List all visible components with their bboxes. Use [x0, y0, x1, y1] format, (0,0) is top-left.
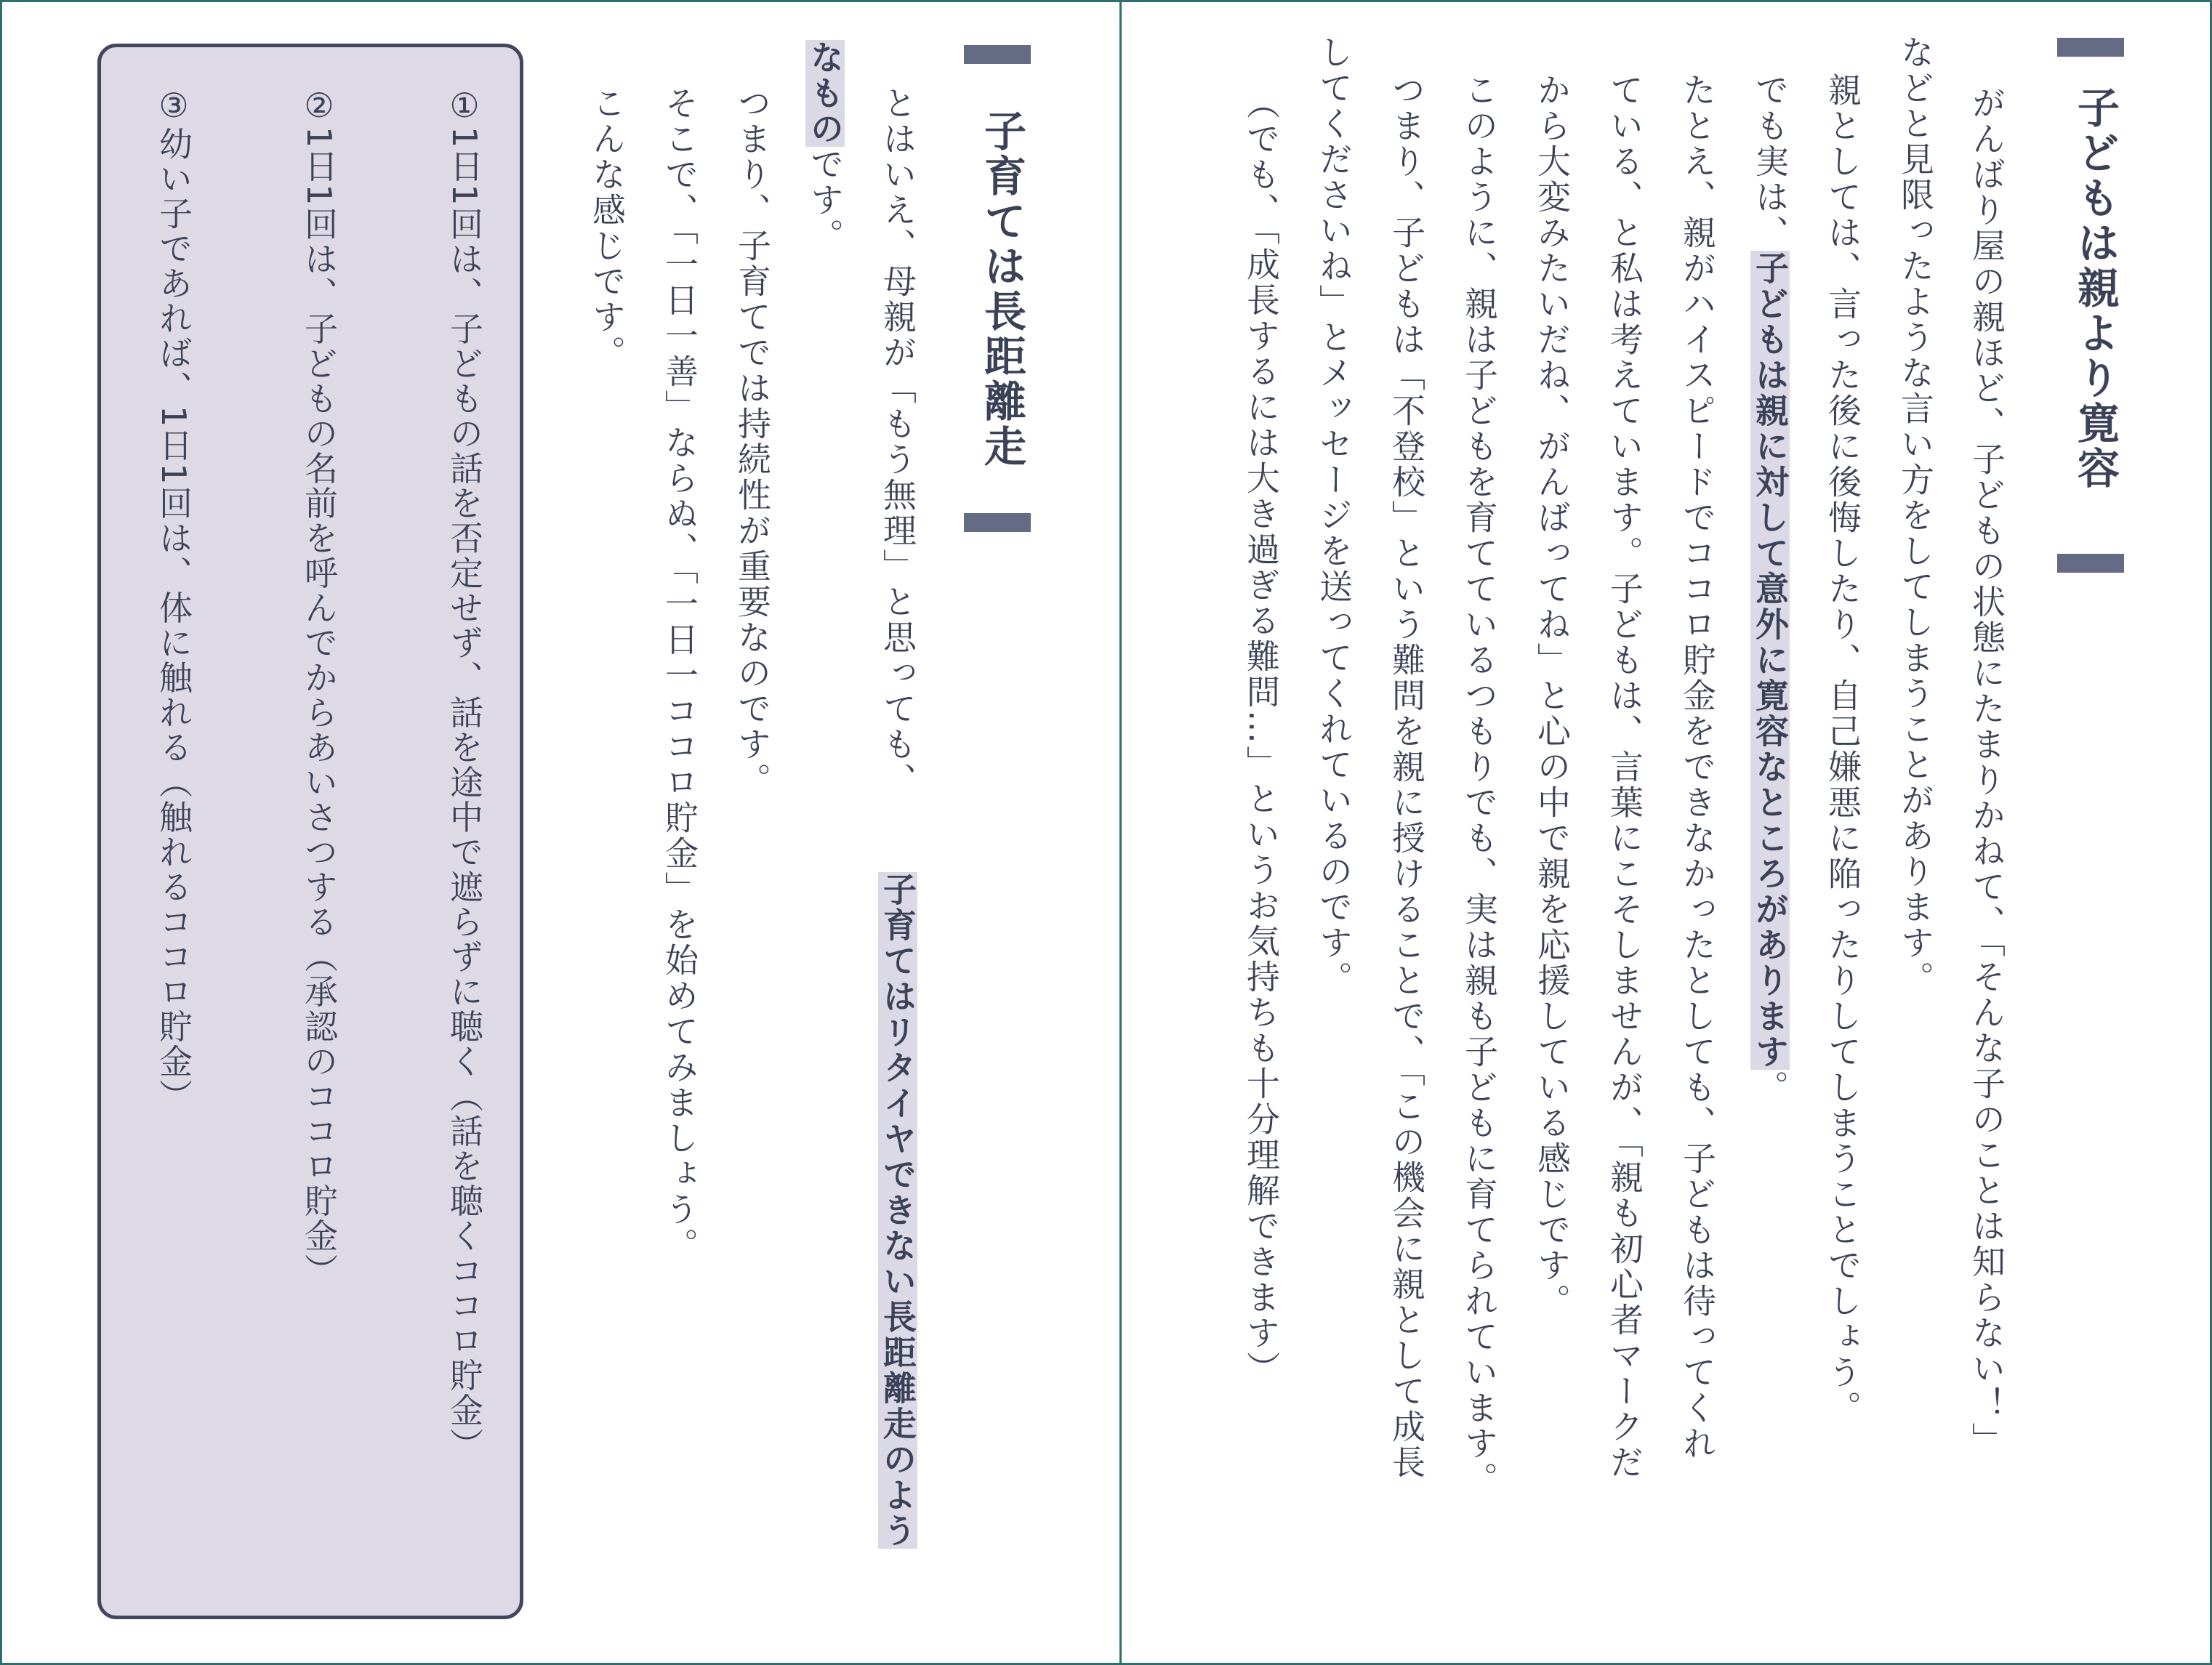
right-page-heading: 子どもは親より寛容	[2070, 86, 2120, 491]
left-line-3	[805, 40, 845, 254]
right-line-4	[1750, 73, 1790, 1105]
heading-bar-bottom	[964, 513, 1031, 532]
right-line-11: （でも、「成長するには大き過ぎる難問…」というお気持ちも十分理解できます）	[1242, 86, 1281, 1387]
tip-item-2: ②1日1回は、子どもの名前を呼んでからあいさつする（承認のココロ貯金）	[299, 86, 339, 1289]
right-line-4-end: 。	[1750, 1070, 1790, 1105]
right-highlight-tolerant: 子どもは親に対して意外に寛容なところがあります	[1750, 251, 1790, 1070]
left-line-3-end: です。	[805, 147, 845, 254]
right-line-1: がんばり屋の親ほど、子どもの状態にたまりかねて、「そんな子のことは知らない！」	[1967, 86, 2006, 1458]
left-line-6: こんな感じです。	[587, 86, 627, 371]
tip-item-3: ③幼い子であれば、1日1回は、体に触れる（触れるココロ貯金）	[154, 86, 193, 1114]
right-line-8: このように、親は子どもを育てているつもりでも、実は親も子どもに育てられています。	[1460, 73, 1499, 1497]
left-line-1: とはいえ、母親が「もう無理」と思っても、	[878, 86, 917, 798]
tip-item-1: ①1日1回は、子どもの話を否定せず、話を途中で遮らずに聴く（話を聴くココロ貯金）	[445, 86, 484, 1463]
page-gutter	[1119, 0, 1122, 1665]
right-line-9: つまり、子どもは「不登校」という難問を親に授けることで、「この機会に親として成長	[1387, 73, 1426, 1480]
right-line-2: などと見限ったような言い方をしてしまうことがあります。	[1896, 35, 1935, 996]
left-line-4: つまり、子育てでは持続性が重要なのです。	[733, 86, 772, 798]
left-page-heading: 子育ては長距離走	[977, 109, 1026, 469]
right-line-4-lead: でも実は、	[1750, 73, 1790, 251]
right-line-5: たとえ、親がハイスピードでココロ貯金をできなかったとしても、子どもは待ってくれ	[1678, 73, 1717, 1462]
left-line-5: そこで、「一日一善」ならぬ、「一日一ココロ貯金」を始めてみましょう。	[660, 86, 699, 1263]
right-line-3: 親としては、言った後に後悔したり、自己嫌悪に陥ったりしてしまうことでしょう。	[1823, 73, 1862, 1426]
heading-bar-bottom	[2057, 554, 2124, 573]
right-line-6: ている、と私は考えています。子どもは、言葉にこそしませんが、「親も初心者マークだ	[1605, 73, 1644, 1480]
heading-bar-top	[2057, 38, 2124, 57]
left-highlight-marathon-cont: なもの	[805, 40, 845, 147]
right-line-7: から大変みたいだね、がんばってね」と心の中で親を応援している感じです。	[1532, 73, 1572, 1319]
heading-bar-top	[964, 45, 1031, 64]
left-line-2	[878, 872, 917, 1549]
left-highlight-marathon: 子育てはリタイヤできない長距離走のよう	[878, 872, 917, 1549]
right-line-10: してくださいね」とメッセージを送ってくれているのです。	[1314, 35, 1354, 996]
